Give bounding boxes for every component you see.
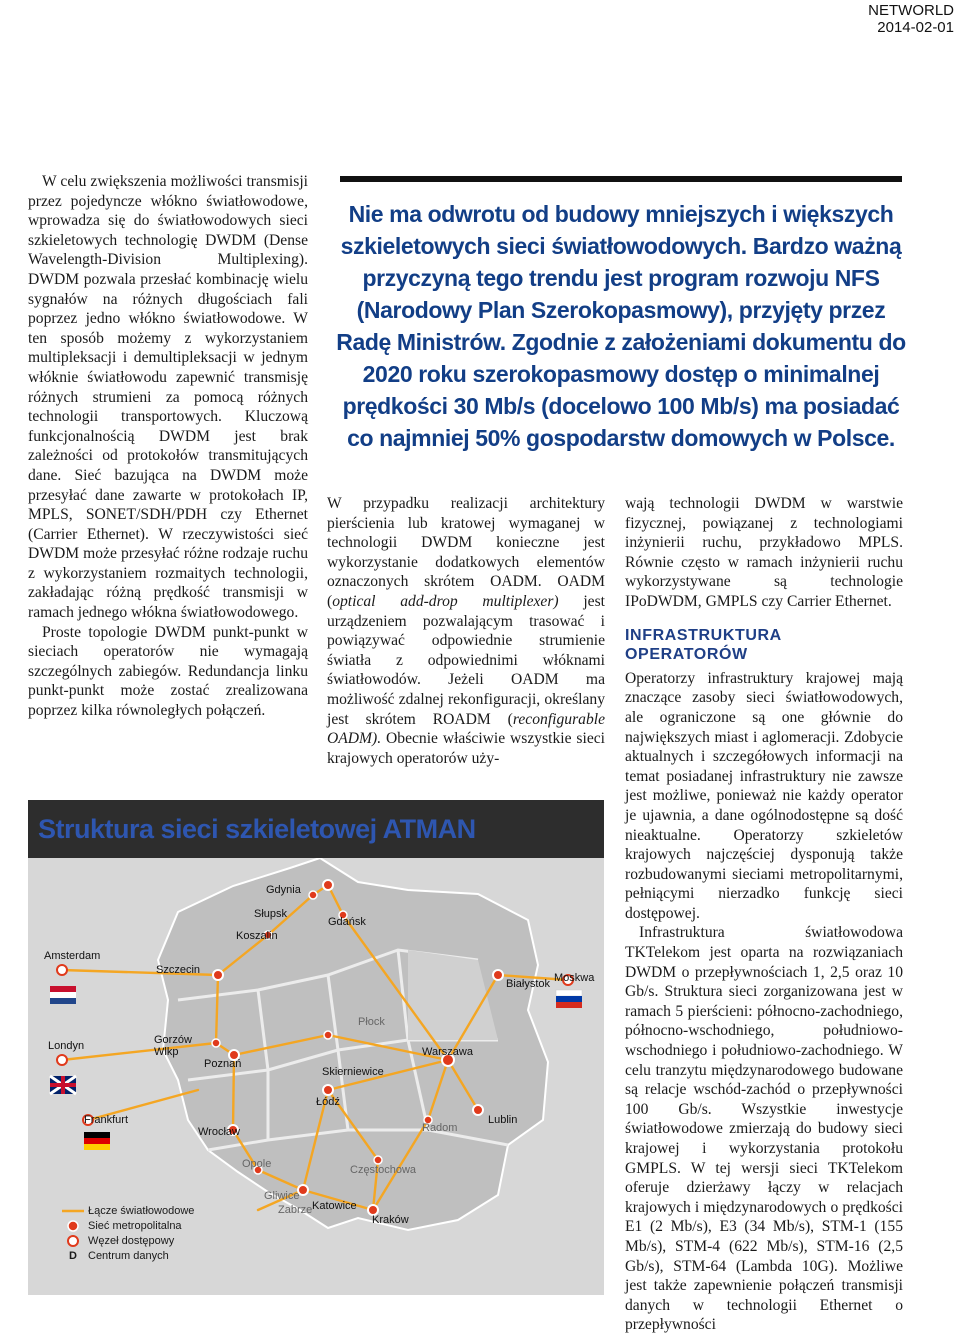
article-column-right: [625, 494, 903, 1335]
node-lodz: [323, 1085, 333, 1095]
paragraph: [327, 494, 605, 768]
text-run: W przypadku realizacji architektury pierścienia lub kratowej wymaganej w technologii DWDM konieczne jest wykorzystanie dodatkowych elementów oznaczonych skrótem OADM. OADM (: [327, 495, 605, 610]
country-label: Frankfurt: [84, 1114, 129, 1126]
data-center-symbol: D: [69, 1250, 77, 1262]
flag-uk-icon: [50, 1076, 76, 1094]
node-czestochowa: [374, 1156, 382, 1164]
city-label: Gdańsk: [328, 916, 366, 928]
country-label: Amsterdam: [44, 950, 101, 962]
city-label: Częstochowa: [350, 1164, 417, 1176]
flag-germany-icon: [84, 1132, 110, 1150]
city-label: Płock: [358, 1016, 385, 1028]
city-label: Słupsk: [254, 908, 288, 920]
node-gdansk: [323, 880, 333, 890]
node-bialystok: [493, 970, 503, 980]
paragraph: wają technologii DWDM w warstwie fizycznej, powiązanej z technologiami inżynierii ruchu, przykładowo MPLS. Równie często w ramach inżynierii ruchu wykorzystywane są technologie IPoDWDM, GMPLS czy Carrier Ethernet.: [625, 495, 903, 610]
city-label: Białystok: [506, 978, 551, 990]
legend-label: Centrum danych: [88, 1250, 169, 1262]
map-title: Struktura sieci szkieletowej ATMAN: [38, 814, 476, 844]
city-label: Poznań: [204, 1058, 242, 1070]
node-skierniewice: [324, 1031, 332, 1039]
term-oadm: optical add-drop multiplexer): [332, 592, 559, 610]
legend-label: Węzeł dostępowy: [88, 1235, 175, 1247]
text-run: Obecnie właściwie wszystkie sieci krajowych operatorów uży-: [327, 730, 605, 767]
paragraph: Proste topologie DWDM punkt-punkt w sieciach operatorów nie wymagają szczególnych zabiegów. Redundancja linku punkt-punkt może zostać zrealizowana poprzez kilka równoległych połączeń.: [28, 623, 308, 720]
section-heading: INFRASTRUKTURA OPERATORÓW: [625, 626, 782, 664]
node-slupsk: [309, 891, 317, 899]
city-label: Gliwice: [264, 1190, 300, 1202]
city-label: Szczecin: [156, 964, 201, 976]
country-label: Londyn: [48, 1040, 85, 1052]
legend-label: Łącze światłowodowe: [88, 1205, 195, 1217]
node-szczecin: [213, 970, 223, 980]
paragraph: Operatorzy infrastruktury krajowej mają znaczące zasoby sieci światłowodowych, ale ograniczone są one głównie do największych miast i aglomeracji. Zdobycie aktualnych i szczegółowych informacji na temat posiadanej infrastruktury nie zawsze jest możliwe, ponieważ nie każdy operator je ujawnia, a dane ogólnodostępne są dość nieaktualne. Operatorzy szkieletów krajowych najczęściej dysponują także rozbudowanymi sieciami metropolitarnymi, pełniącymi nierzadko funkcję sieci dostępowej.: [625, 669, 903, 922]
city-label: Zabrze: [278, 1204, 313, 1216]
city-label: Łódź: [316, 1096, 340, 1108]
legend-item: [62, 1249, 194, 1264]
term-roadm: reconfigurable OADM).: [327, 710, 605, 748]
paragraph: W celu zwiększenia możliwości transmisji przez pojedyncze włókno światłowodowe, wprowadza się do światłowodowych sieci szkieletowych technologię DWDM (Dense Wavelength-Division Multiplexing). DWDM pozwala przesłać kombinację wielu sygnałów na różnych długościach fali poprzez jedno włókno światłowodowe. W ten sposób możemy z wykorzystaniem multipleksacji i demultipleksacji w jednym włóknie światłowodu zapewnić transmisję różnych strumieni za pomocą różnych technologii transportowych. Kluczową funkcjonalnością DWDM jest brak zależności od protokołów transmitujących dane. Sieć bazująca na DWDM może przesyłać dane zawarte w protokołach IP, MPLS, SONET/SDH/PDH czy Ethernet (Carrier Ethernet). W rzeczywistości sieć DWDM może przesyłać różne rodzaje ruchu z wykorzystaniem rozmaitych technologii, zakładając różną prędkość transmisji w ramach jednego włókna światłowodowego.: [28, 173, 308, 622]
city-label: Kraków: [372, 1214, 409, 1226]
city-label: Radom: [422, 1122, 458, 1134]
city-label: Koszalin: [236, 930, 278, 942]
city-label: Wrocław: [198, 1126, 240, 1138]
city-label: Lublin: [488, 1114, 518, 1126]
text-run: jest urządzeniem pozwalającym trasować i powiązywać odpowiednie strumienie światła z odpowiednimi włóknami światłowodów. Jeżeli OADM ma możliwość zdalnej rekonfiguracji, określany jest skrótem ROADM (: [327, 592, 605, 728]
pull-quote-rule: [340, 176, 902, 182]
flag-russia-icon: [556, 990, 582, 1008]
node-katowice: [298, 1185, 308, 1195]
flag-netherlands-icon: [50, 986, 76, 1004]
city-label: Katowice: [312, 1200, 357, 1212]
node-amsterdam: [57, 965, 67, 975]
city-label: Warszawa: [422, 1046, 473, 1058]
legend-item: [62, 1234, 194, 1249]
city-label: Gorzów Wlkp: [154, 1034, 192, 1058]
pull-quote: Nie ma odwrotu od budowy mniejszych i większych szkieletowych sieci światłowodowych. Bardzo ważną przyczyną tego trendu jest program rozwoju NFS (Narodowy Plan Szerokopasmowy), przyjęty przez Radę Ministrów. Zgodnie z założeniami dokumentu do 2020 roku szerokopasmowy dostęp o minimalnej prędkości 30 Mb/s (docelowo 100 Mb/s) ma posiadać co najmniej 50% gospodarstw domowych w Polsce.: [336, 201, 906, 451]
legend-item: [62, 1204, 194, 1219]
city-label: Opole: [242, 1158, 272, 1170]
network-map-figure: [28, 800, 604, 1295]
map-title-bar: [28, 800, 604, 858]
node-londyn: [57, 1055, 67, 1065]
article-column-left: [28, 172, 308, 721]
legend-item: [62, 1219, 194, 1234]
publication-date: 2014-02-01: [877, 19, 954, 36]
city-label: Gdynia: [266, 884, 301, 896]
city-label: Skierniewice: [322, 1066, 384, 1078]
publication-name: NETWORLD: [868, 2, 954, 19]
legend-label: Sieć metropolitalna: [88, 1220, 182, 1232]
publication-stamp: [868, 2, 954, 36]
paragraph: Infrastruktura światłowodowa TKTelekom jest oparta na rozwiązaniach DWDM o przepływnościach 1, 2,5 oraz 10 Gb/s. Struktura sieci zorganizowana jest w ramach 5 pierścieni: północno-zachodniego, północno-wschodniego, południowo-wschodniego i południowo-zachodniego. W celu tranzytu międzynarodowego budowane są relacje wschód-zachód o przepływności 100 Gb/s. Wszystkie inwestycje światłowodowe zmierzają do budowy sieci krajowej i wykorzystania protokołu GMPLS. W tej wersji sieci TKTelekom oferuje dzierżawy łączy w relacjach krajowych i międzynarodowych o prędkości E1 (2 Mb/s), E3 (34 Mb/s), STM-1 (155 Mb/s), STM-4 (622 Mb/s), STM-16 (2,5 Gb/s), STM-64 (Lambda 10G). Możliwe jest także zapewnienie połączeń transmisji danych w technologii Ethernet o przepływności: [625, 924, 903, 1334]
article-column-middle: [327, 494, 605, 768]
node-lublin: [473, 1105, 483, 1115]
map-legend: [62, 1204, 194, 1264]
country-label: Moskwa: [554, 972, 595, 984]
